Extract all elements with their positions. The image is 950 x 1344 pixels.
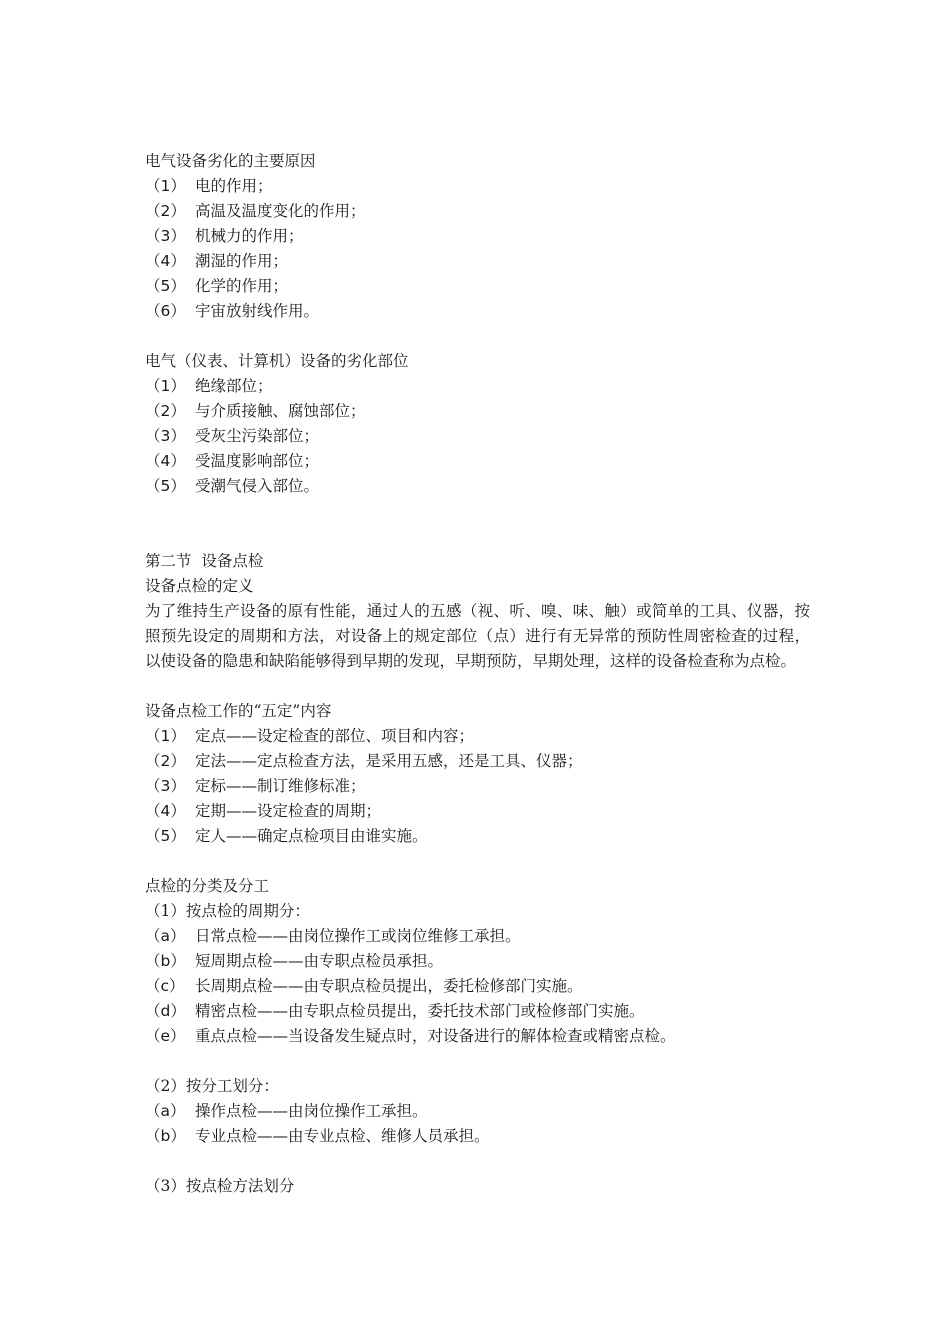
list-item: （3） 受灰尘污染部位； xyxy=(145,427,320,445)
spacer xyxy=(145,849,810,874)
subheading-by-method: （3）按点检方法划分 xyxy=(145,1177,295,1195)
list-item: （4） 受温度影响部位； xyxy=(145,452,320,470)
list-item: （3） 机械力的作用； xyxy=(145,227,304,245)
list-item: （5） 受潮气侵入部位。 xyxy=(145,477,320,495)
list-item: （5） 化学的作用； xyxy=(145,277,289,295)
list-item: （4） 定期——设定检查的周期； xyxy=(145,802,382,820)
list-item: （a） 日常点检——由岗位操作工或岗位维修工承担。 xyxy=(145,927,521,945)
chapter-section-title: 第二节 设备点检 xyxy=(145,552,264,570)
list-item: （1） 绝缘部位； xyxy=(145,377,273,395)
subheading-by-cycle: （1）按点检的周期分： xyxy=(145,902,310,920)
list-item: （4） 潮湿的作用； xyxy=(145,252,289,270)
document-page xyxy=(145,149,810,1199)
spacer xyxy=(145,674,810,699)
definition-paragraph: 为了维持生产设备的原有性能，通过人的五感（视、听、嗅、味、触）或简单的工具、仪器，按照预先设定的周期和方法，对设备上的规定部位（点）进行有无异常的预防性周密检查的过程，以使设备的隐患和缺陷能够得到早期的发现，早期预防，早期处理，这样的设备检查称为点检。 xyxy=(145,602,810,670)
list-item: （1） 电的作用； xyxy=(145,177,273,195)
list-item: （2） 与介质接触、腐蚀部位； xyxy=(145,402,366,420)
spacer xyxy=(145,1049,810,1074)
list-item: （b） 专业点检——由专业点检、维修人员承担。 xyxy=(145,1127,490,1145)
list-item: （1） 定点——设定检查的部位、项目和内容； xyxy=(145,727,475,745)
subheading-by-division: （2）按分工划分： xyxy=(145,1077,279,1095)
list-item: （6） 宇宙放射线作用。 xyxy=(145,302,320,320)
list-item: （a） 操作点检——由岗位操作工承担。 xyxy=(145,1102,428,1120)
spacer xyxy=(145,1149,810,1174)
classification-heading: 点检的分类及分工 xyxy=(145,877,270,895)
spacer xyxy=(145,499,810,549)
list-item: （5） 定人——确定点检项目由谁实施。 xyxy=(145,827,428,845)
spacer xyxy=(145,324,810,349)
section-heading-deterioration-causes: 电气设备劣化的主要原因 xyxy=(145,152,316,170)
list-item: （3） 定标——制订维修标准； xyxy=(145,777,366,795)
five-fixed-heading: 设备点检工作的“五定”内容 xyxy=(145,702,332,720)
list-item: （2） 定法——定点检查方法，是采用五感，还是工具、仪器； xyxy=(145,752,583,770)
list-item: （b） 短周期点检——由专职点检员承担。 xyxy=(145,952,444,970)
definition-heading: 设备点检的定义 xyxy=(145,577,254,595)
list-item: （d） 精密点检——由专职点检员提出，委托技术部门或检修部门实施。 xyxy=(145,1002,645,1020)
list-item: （c） 长周期点检——由专职点检员提出，委托检修部门实施。 xyxy=(145,977,583,995)
section-heading-deterioration-parts: 电气（仪表、计算机）设备的劣化部位 xyxy=(145,352,409,370)
list-item: （e） 重点点检——当设备发生疑点时，对设备进行的解体检查或精密点检。 xyxy=(145,1027,676,1045)
list-item: （2） 高温及温度变化的作用； xyxy=(145,202,366,220)
